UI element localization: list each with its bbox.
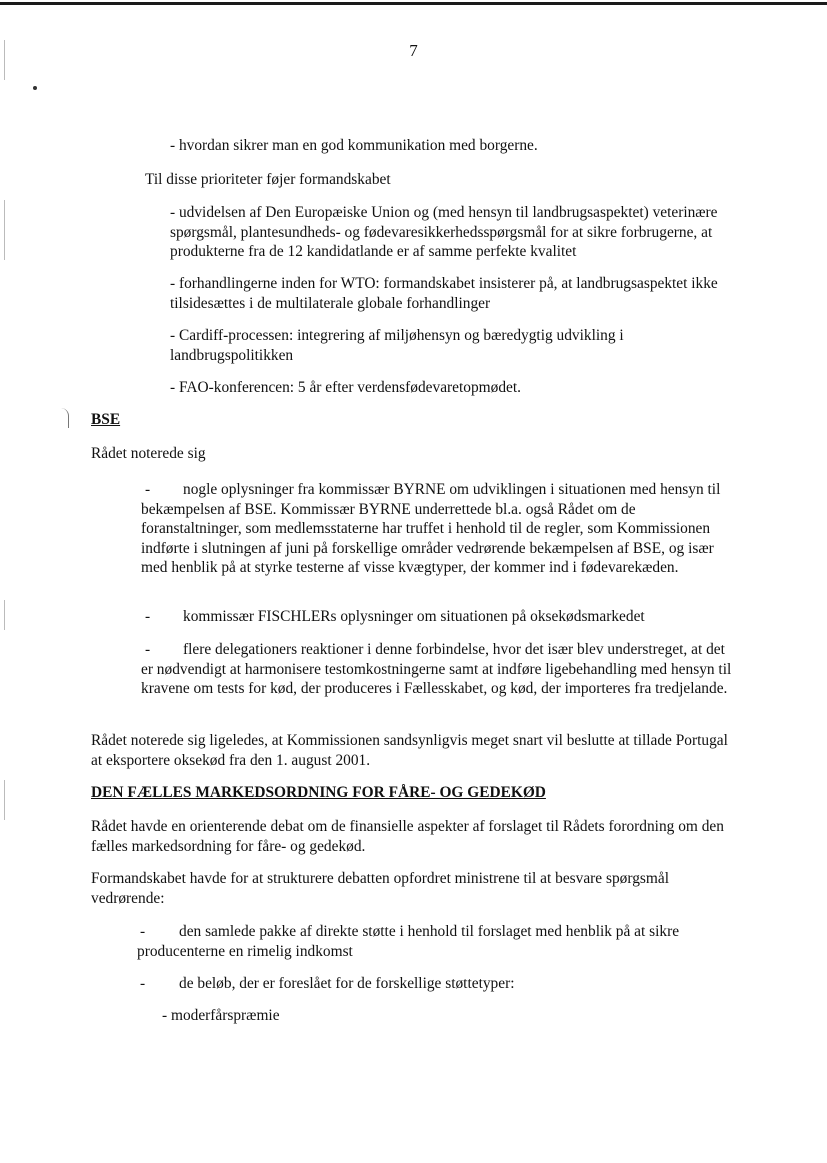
scan-edge-mark xyxy=(4,200,5,260)
priority-item: - udvidelsen af Den Europæiske Union og (med hensyn til landbrugsaspektet) veterinære spørgsmål, plantesundheds- og fødevaresikkerhedsspørgsmål for at sikre forbrugerne, at produkterne fra de 12 kandidatlande er af samme perfekte kvalitet xyxy=(170,204,718,260)
bse-bullet: flere delegationers reaktioner i denne forbindelse, hvor det især blev understreget, at det er nødvendigt at harmonisere testomkostningerne samt at indføre ligebehandling med hensyn til kravene om tests for kød, der produceres i Fællesskabet, og kød, der importeres fra tredjelande. xyxy=(141,641,732,697)
priority-item: - Cardiff-processen: integrering af miljøhensyn og bæredygtig udvikling i landbrugspolitikken xyxy=(170,327,624,364)
scan-top-border xyxy=(0,2,827,5)
scan-edge-mark xyxy=(4,780,5,820)
bullet-dash: - xyxy=(145,608,151,625)
sheep-paragraph: Formandskabet havde for at strukturere debatten opfordret ministrene til at besvare spørgsmål vedrørende: xyxy=(91,870,669,907)
bse-conclusion: Rådet noterede sig ligeledes, at Kommissionen sandsynligvis meget snart vil beslutte at tillade Portugal at eksportere oksekød fra den 1. august 2001. xyxy=(91,732,728,769)
bse-bullet: kommissær FISCHLERs oplysninger om situationen på oksekødsmarkedet xyxy=(183,608,645,625)
page-number: 7 xyxy=(409,41,418,60)
scan-dot xyxy=(33,86,37,90)
sheep-heading: DEN FÆLLES MARKEDSORDNING FOR FÅRE- OG GEDEKØD xyxy=(91,784,546,801)
bullet-dash: - xyxy=(140,975,146,992)
bse-bullet: nogle oplysninger fra kommissær BYRNE om udviklingen i situationen med hensyn til bekæmpelsen af BSE. Kommissær BYRNE underrettede bl.a. også Rådet om de foranstaltninger, som medlemsstaterne har truffet i henhold til de regler, som Kommissionen indførte i slutningen af juni på forskellige områder vedrørende bekæmpelsen af BSE, og især med henblik på at styrke testerne af visse kvægtyper, der kommer ind i fødevarekæden. xyxy=(141,481,721,576)
sheep-paragraph: Rådet havde en orienterende debat om de finansielle aspekter af forslaget til Rådets forordning om den fælles markedsordning for fåre- og gedekød. xyxy=(91,818,724,855)
priority-item: - forhandlingerne inden for WTO: formandskabet insisterer på, at landbrugsaspektet ikke tilsidesættes i de multilaterale globale forhandlinger xyxy=(170,275,718,312)
bullet-dash: - xyxy=(140,923,146,940)
sheep-sub-item: - moderfårspræmie xyxy=(162,1007,280,1024)
bse-heading: BSE xyxy=(91,411,121,428)
priority-item: - hvordan sikrer man en god kommunikation med borgerne. xyxy=(170,137,538,154)
priorities-intro: Til disse prioriteter føjer formandskabet xyxy=(145,171,391,188)
sheep-bullet: de beløb, der er foreslået for de forskellige støttetyper: xyxy=(179,975,515,992)
bullet-dash: - xyxy=(145,641,151,658)
sheep-bullet: den samlede pakke af direkte støtte i henhold til forslaget med henblik på at sikre producenterne en rimelig indkomst xyxy=(137,923,680,960)
scan-edge-mark xyxy=(4,600,5,630)
bullet-dash: - xyxy=(145,481,151,498)
priority-item: - FAO-konferencen: 5 år efter verdensfødevaretopmødet. xyxy=(170,379,521,396)
bse-intro: Rådet noterede sig xyxy=(91,445,206,462)
margin-bracket-mark xyxy=(60,408,69,428)
